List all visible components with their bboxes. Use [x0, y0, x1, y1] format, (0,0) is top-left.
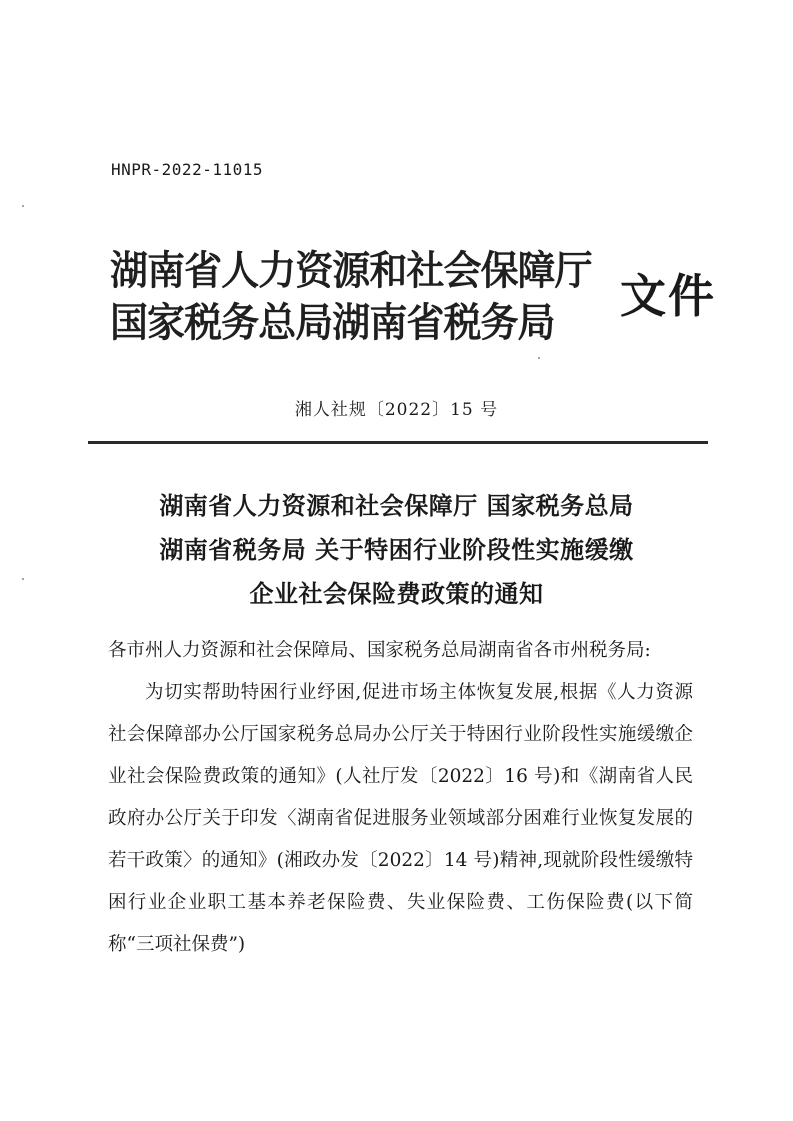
title-line-2: 湖南省税务局 关于特困行业阶段性实施缓缴 — [159, 536, 634, 564]
salutation: 各市州人力资源和社会保障局、国家税务总局湖南省各市州税务局: — [108, 640, 651, 661]
title-line-3: 企业社会保险费政策的通知 — [249, 580, 544, 608]
header-divider — [88, 441, 708, 444]
document-number: 湘人社规〔2022〕15 号 — [294, 400, 499, 420]
body-paragraph: 为切实帮助特困行业纾困,促进市场主体恢复发展,根据《人力资源社会保障部办公厅国家税务总局办公厅关于特困行业阶段性实施缓缴企业社会保险费政策的通知》(人社厅发〔2022〕16 号)和《湖南省人民政府办公厅关于印发〈湖南省促进服务业领域部分困难行业恢复发展的若干政策〉的通知》(湘政办发〔2022〕14 号)精神,现就阶段性缓缴特困行业企业职工基本养老保险费、失业保险费、工伤保险费(以下简称“三项社保费”) — [108, 682, 693, 955]
document-code: HNPR-2022-11015 — [111, 160, 263, 179]
issuer-header — [110, 240, 720, 360]
issuer-line-2: 国家税务总局湖南省税务局 — [110, 299, 555, 346]
document-title — [80, 484, 713, 616]
document-body — [108, 630, 693, 966]
issuer-line-1: 湖南省人力资源和社会保障厅 — [110, 247, 592, 294]
issuer-suffix: 文件 — [620, 269, 716, 323]
title-line-1: 湖南省人力资源和社会保障厅 国家税务总局 — [159, 492, 634, 520]
scan-speck — [22, 205, 24, 207]
scan-speck — [22, 578, 24, 580]
